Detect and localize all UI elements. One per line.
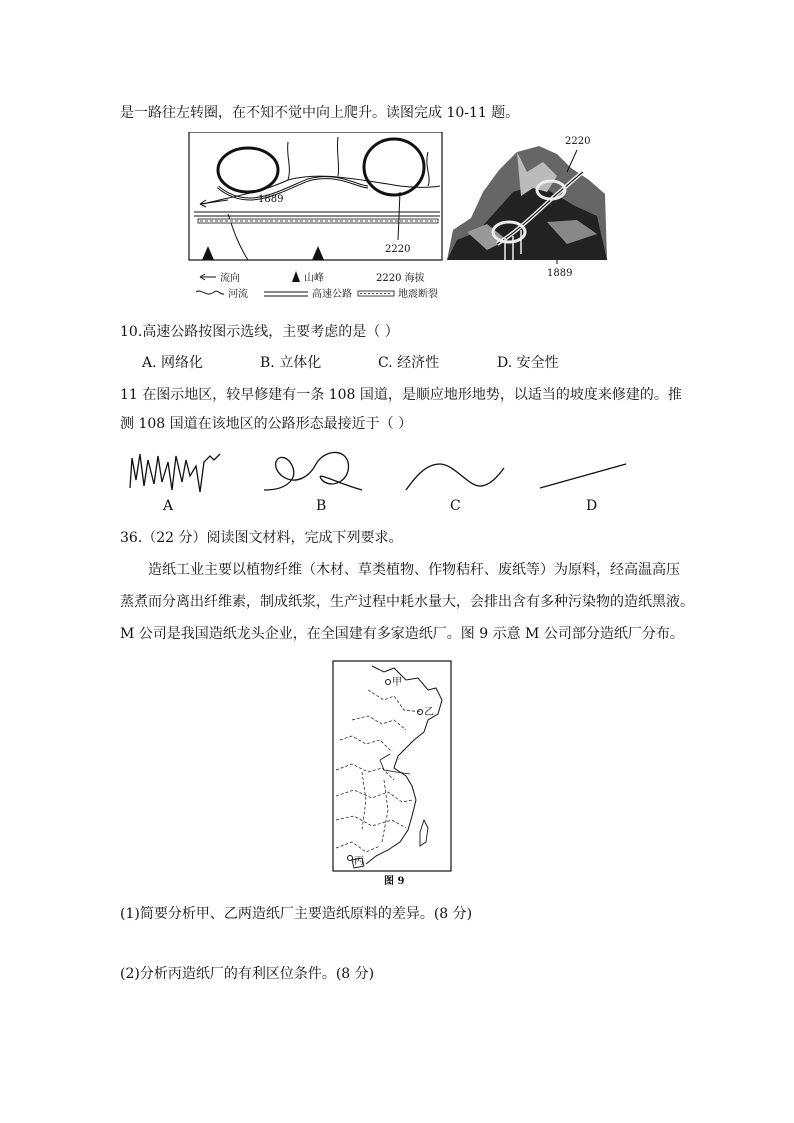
legend-flow: 流向 bbox=[220, 273, 240, 284]
q36-paragraph-line3: M 公司是我国造纸龙头企业，在全国建有多家造纸厂。图 9 示意 M 公司部分造纸厂分布。 bbox=[120, 626, 684, 642]
legend-river: 河流 bbox=[228, 289, 248, 300]
map-label-yi: 乙 bbox=[424, 707, 434, 718]
q11-label-b: B bbox=[316, 498, 327, 514]
map-caption: 图 9 bbox=[384, 876, 405, 887]
q10-option-a: A. 网络化 bbox=[142, 355, 204, 371]
q10-option-c: C. 经济性 bbox=[378, 355, 440, 371]
route-map-figure bbox=[188, 132, 444, 316]
map-label-jia: 甲 bbox=[392, 677, 402, 688]
factory-map-figure bbox=[332, 660, 452, 887]
elev-label-1889: 1889 bbox=[258, 194, 284, 205]
q36-header: 36.（22 分）阅读图文材料，完成下列要求。 bbox=[120, 530, 403, 546]
q10-stem: 10.高速公路按图示选线，主要考虑的是（ ） bbox=[120, 324, 399, 340]
terrain-figure bbox=[447, 132, 611, 288]
q36-paragraph-line2: 蒸煮而分离出纤维素，制成纸浆，生产过程中耗水量大，会排出含有多种污染物的造纸黑液。 bbox=[120, 594, 694, 610]
legend-fault: 地震断裂 bbox=[398, 289, 438, 300]
q11-line2: 测 108 国道在该地区的公路形态最接近于（ ） bbox=[120, 416, 413, 432]
elev-label-bottom: 1889 bbox=[547, 268, 573, 279]
legend-highway: 高速公路 bbox=[312, 289, 352, 300]
q10-option-d: D. 安全性 bbox=[497, 355, 559, 371]
legend-peak: 山峰 bbox=[304, 273, 324, 284]
q11-line1: 11 在图示地区，较早修建有一条 108 国道，是顺应地形地势，以适当的坡度来修建的。推 bbox=[120, 387, 682, 403]
q11-label-a: A bbox=[163, 498, 174, 514]
q36-paragraph-line1: 造纸工业主要以植物纤维（木材、草类植物、作物秸秆、废纸等）为原料，经高温高压 bbox=[148, 562, 680, 578]
intro-line: 是一路往左转圈，在不知不觉中向上爬升。读图完成 10-11 题。 bbox=[120, 105, 520, 121]
elev-label-top: 2220 bbox=[565, 136, 591, 147]
q36-sub1: (1)简要分析甲、乙两造纸厂主要造纸原料的差异。(8 分) bbox=[120, 906, 473, 922]
legend-elev: 2220 海拔 bbox=[376, 273, 425, 284]
map-label-bing: 丙 bbox=[354, 856, 364, 867]
q11-shapes bbox=[120, 446, 640, 502]
elev-label-2220: 2220 bbox=[385, 244, 411, 255]
q11-label-d: D bbox=[586, 498, 598, 514]
q36-sub2: (2)分析丙造纸厂的有利区位条件。(8 分) bbox=[120, 966, 375, 982]
q10-option-b: B. 立体化 bbox=[260, 355, 322, 371]
q11-label-c: C bbox=[450, 498, 461, 514]
